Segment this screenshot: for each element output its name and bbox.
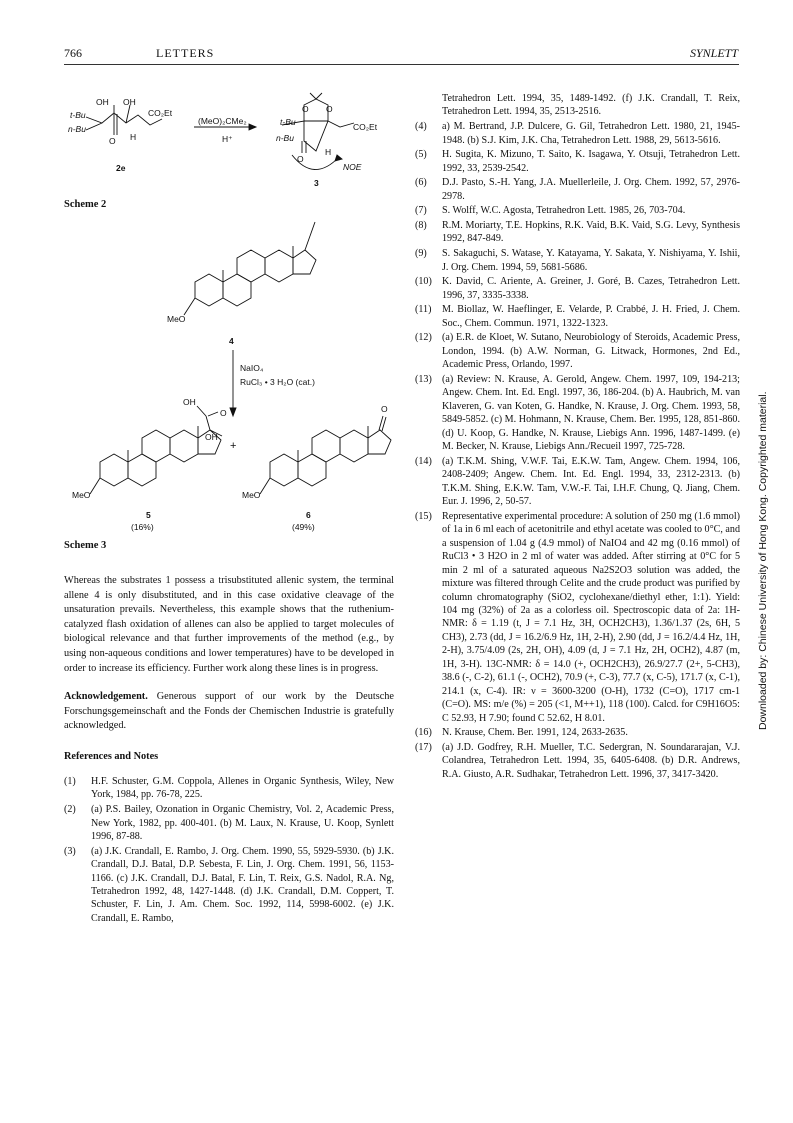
reference-text: S. Sakaguchi, S. Watase, Y. Katayama, Y. Sakata, Y. Nishiyama, Y. Ishii, J. Org. Chem. 1994, 59, 5681-5686. [442,248,740,273]
label-co2et: CO₂Et [148,108,173,118]
reference-text: S. Wolff, W.C. Agosta, Tetrahedron Lett. 1985, 26, 703-704. [442,205,686,217]
compound-number: 5 [146,510,151,520]
page-number: 766 [64,46,82,60]
reference-text: H.F. Schuster, G.M. Coppola, Allenes in Organic Synthesis, Wiley, New York, 1984, pp. 76-78, 225. [91,776,394,801]
body-paragraph: Whereas the substrates 1 possess a trisubstituted allenic system, the terminal allene 4 is only disubstituted, and in this case oxidative cleavage of the unsaturation prevails. Nevertheless, this example shows that the ruthenium-catalyzed flash oxidation of allenes can also be applied to target molecules of biological relevance and that further improvements of the method (e.g., by using non-aqueous conditions and lower temperatures) have to be developed in order to increase its efficiency. Further work along these lines is in progress. [64,575,394,674]
download-notice: Downloaded by: Chinese University of Hong Kong. Copyrighted material. [757,391,769,730]
label-o: O [220,408,227,418]
label-n-bu: n-Bu [276,133,294,143]
reference-number: (8) [415,220,427,232]
steroid-4-structure [170,222,320,332]
reagent-dimethoxypropane: (MeO)₂CMe₂ [198,116,247,126]
steroid-5-structure [80,400,230,510]
reference-item [415,247,740,274]
reference-number: (15) [415,510,432,522]
label-t-bu: t-Bu [280,117,296,127]
reference-item [415,204,740,217]
reference-number: (17) [415,741,432,753]
scheme-3-label: Scheme 3 [64,540,107,551]
label-o: O [297,154,304,164]
reference-number: (11) [415,304,432,316]
reference-text: D.J. Pasto, S.-H. Yang, J.A. Muellerleile, J. Org. Chem. 1992, 57, 2976-2978. [442,177,740,202]
label-o: O [302,104,309,114]
reference-text: Tetrahedron Lett. 1994, 35, 1489-1492. (f) J.K. Crandall, T. Reix, Tetrahedron Lett. 1994, 35, 2513-2516. [442,93,740,118]
reference-text: a) M. Bertrand, J.P. Dulcere, G. Gil, Tetrahedron Lett. 1980, 21, 1945-1948. (b) S.J. Kim, J.K. Cha, Tetrahedron Lett. 1988, 29, 5613-5616. [442,121,740,146]
label-meo: MeO [242,490,261,500]
acknowledgement [64,690,394,734]
references-list-right [415,92,740,782]
section-title: LETTERS [156,46,215,60]
label-meo: MeO [72,490,91,500]
label-noe: NOE [343,162,362,172]
reference-item [415,741,740,781]
label-h: H [130,132,137,142]
reference-number: (7) [415,205,427,217]
scheme-2-structures [64,95,404,200]
journal-name: SYNLETT [690,46,739,60]
reference-text: Representative experimental procedure: A solution of 250 mg (1.6 mmol) of 1a in 6 ml each of acetonitrile and ethyl acetate was cooled to 0°C, and a suspension of 1.04 g (4.9 mmol) of NaIO4 and 42 mg (0.16 mmol) of RuCl3 • 3 H2O in 2 ml of water was added. After stirring at 0°C for 5 min 2 ml of a saturated aqueous Na2S2O3 solution was added, the mixture was filtered through Celite and the crude product was purified by column chromatography (SiO2, cyclohexane/diethyl ether, 1:1). Yield: 104 mg (32%) of 2a as a colorless oil. Spectroscopic data of 2a: 1H-NMR: δ = 1.19 (t, J = 7.1 Hz, 3H, OCH2CH3), 1.36/1.37 (2s, 6H, 5 CH3), 2.73 (dd, J = 16.2/6.9 Hz, 1H, 2-H), 2.90 (dd, J = 16.2/4.4 Hz, 1H, 2-H), 3.75/4.09 (2s, 2H, OH), 4.09 (d, J = 7.1 Hz, 2H, OCH2), 4.87 (m, 1H, 3-H). 13C-NMR: δ = 14.0 (+, OCH2CH3), 26.9/27.7 (2+, 5-CH3), 38.6 (-, C-2), 61.1 (-, OCH2), 70.9 (+, C-3), 77.7 (x, C-5), 171.7 (x, C-1), 214.1 (x, C-4). IR: ν = 3600-3200 (O-H), 1732 (C=O), 1717 cm-1 (C=O). MS: m/e (%) = 205 (<1, M++1), 118 (100). Calcd. for C9H16O5: C 52.93, H 7.90; found C 52.62, H 8.01. [442,510,740,724]
reference-item [64,845,394,926]
reference-number: (2) [64,804,76,816]
scheme-2-label: Scheme 2 [64,199,107,210]
reference-item [415,176,740,203]
reference-text: (a) J.K. Crandall, E. Rambo, J. Org. Chem. 1990, 55, 5929-5930. (b) J.K. Crandall, D.J. Batal, D.P. Sebesta, F. Lin, J. Org. Chem. 1991, 56, 1153-1166. (c) J.K. Crandall, D.J. Batal, F. Lin, T. Reix, G.S. Nadol, R.A. Ng, Tetrahedron 1992, 48, 1427-1448. (d) J.K. Crandall, D.M. Coppert, T. Schuster, F. Lin, J. Am. Chem. Soc. 1992, 114, 5998-6002. (e) J.K. Crandall, E. Rambo, [91,845,394,924]
reference-item [64,775,394,802]
reference-text: (a) E.R. de Kloet, W. Sutano, Neurobiology of Steroids, Academic Press, London, 1994. (b) A.W. Norman, G. Litwack, Hormones, 2nd Ed., Academic Press, Orlando, 1997. [442,332,740,371]
reference-number: (4) [415,121,427,133]
reference-item [415,92,740,119]
header-rule [64,64,739,65]
label-oh: OH [183,397,196,407]
reference-item [415,120,740,147]
reference-text: R.M. Moriarty, T.E. Hopkins, R.K. Vaid, B.K. Vaid, S.G. Levy, Synthesis 1992, 847-849. [442,220,740,245]
reference-text: (a) T.K.M. Shing, V.W.F. Tai, E.K.W. Tam, Angew. Chem. 1994, 106, 2408-2409; Angew. Chem. Int. Ed. Engl. 1994, 33, 2312-2313. (b) T.K.M. Shing, E.K.W. Tam, V.W.-F. Tai, I.H.F. Chung, Q. Jiang, Chem. Eur. J. 1996, 2, 50-57. [442,455,740,508]
reference-number: (16) [415,727,432,739]
reference-text: (a) Review: N. Krause, A. Gerold, Angew. Chem. 1997, 109, 194-213; Angew. Chem. Int. Ed. Engl. 1997, 36, 186-204. (b) A. Haubrich, M. van Klaveren, G. van Koten, G. Handke, N. Krause, J. Org. Chem. 1993, 58, 5849-5852. (c) M. Hohmann, N. Krause, Chem. Ber. 1995, 128, 851-860. (d) U. Koop, G. Handke, N. Krause, Liebigs Ann. 1996, 1487-1499. (e) M. Becker, N. Krause, Liebigs Ann./Recueil 1997, 725-728. [442,373,740,453]
reference-item [415,148,740,175]
steroid-6-structure [250,400,400,510]
reference-number [415,92,442,119]
reagent-rucl3: RuCl₃ • 3 H₂O (cat.) [240,377,315,387]
compound-yield: (49%) [292,522,315,532]
reference-item [415,331,740,371]
label-t-bu: t-Bu [70,110,86,120]
reference-item [415,373,740,454]
compound-number: 4 [229,336,234,346]
compound-number: 2e [116,163,126,173]
reference-text: N. Krause, Chem. Ber. 1991, 124, 2633-2635. [442,727,628,739]
reference-item [415,303,740,330]
label-oh: OH [205,432,218,442]
label-oh: OH [123,97,136,107]
reference-item [415,510,740,725]
references-heading: References and Notes [64,751,159,762]
label-oh: OH [96,97,109,107]
reference-text: H. Sugita, K. Mizuno, T. Saito, K. Isagawa, Y. Otsuji, Tetrahedron Lett. 1992, 33, 2539-2542. [442,149,740,174]
reference-item [415,275,740,302]
label-o: O [381,404,388,414]
reference-text: (a) P.S. Bailey, Ozonation in Organic Chemistry, Vol. 2, Academic Press, New York, 1982, pp. 400-401. (b) M. Laux, N. Krause, U. Koop, Synlett 1996, 87-88. [91,804,394,842]
reference-number: (1) [64,776,76,787]
reagent-naio4: NaIO₄ [240,363,264,373]
reference-item [415,455,740,509]
reference-text: (a) J.D. Godfrey, R.H. Mueller, T.C. Sedergran, N. Soundararajan, V.J. Colandrea, Tetrahedron Lett. 1994, 35, 6405-6408. (b) D.R. Andrews, R.A. Giusto, A.R. Sudhakar, Tetrahedron Lett. 1996, 37, 3417-3420. [442,741,740,780]
reference-number: (5) [415,149,427,161]
reference-number: (13) [415,373,432,385]
label-n-bu: n-Bu [68,124,86,134]
reference-number: (3) [64,845,76,857]
compound-yield: (16%) [131,522,154,532]
reference-number: (12) [415,332,432,344]
reference-text: M. Biollaz, W. Haeflinger, E. Velarde, P. Crabbé, J. H. Fried, J. Chem. Soc., Chem. Commun. 1971, 1322-1323. [442,304,740,329]
reference-item [415,726,740,739]
reference-item [64,803,394,843]
download-watermark [757,380,771,730]
label-co2et: CO₂Et [353,122,378,132]
label-o: O [326,104,333,114]
reference-item [415,219,740,246]
plus-sign: + [230,440,237,452]
acknowledgement-heading: Acknowledgement. [64,691,148,702]
label-h: H [325,147,332,157]
reference-text: K. David, C. Ariente, A. Greiner, J. Goré, B. Cazes, Tetrahedron Lett. 1996, 37, 3335-3338. [442,276,740,301]
label-o: O [109,136,116,146]
reference-number: (14) [415,455,432,467]
reagent-acid: H⁺ [222,134,233,144]
reference-number: (10) [415,276,432,288]
compound-number: 6 [306,510,311,520]
acknowledgement-text: Generous support of our work by the Deutsche Forschungsgemeinschaft and the Fonds der Chemischen Industrie is gratefully acknowledged. [64,691,394,732]
compound-number: 3 [314,178,319,188]
references-list-left [64,775,394,927]
reference-number: (9) [415,248,427,260]
label-meo: MeO [167,314,186,324]
reference-number: (6) [415,177,427,189]
